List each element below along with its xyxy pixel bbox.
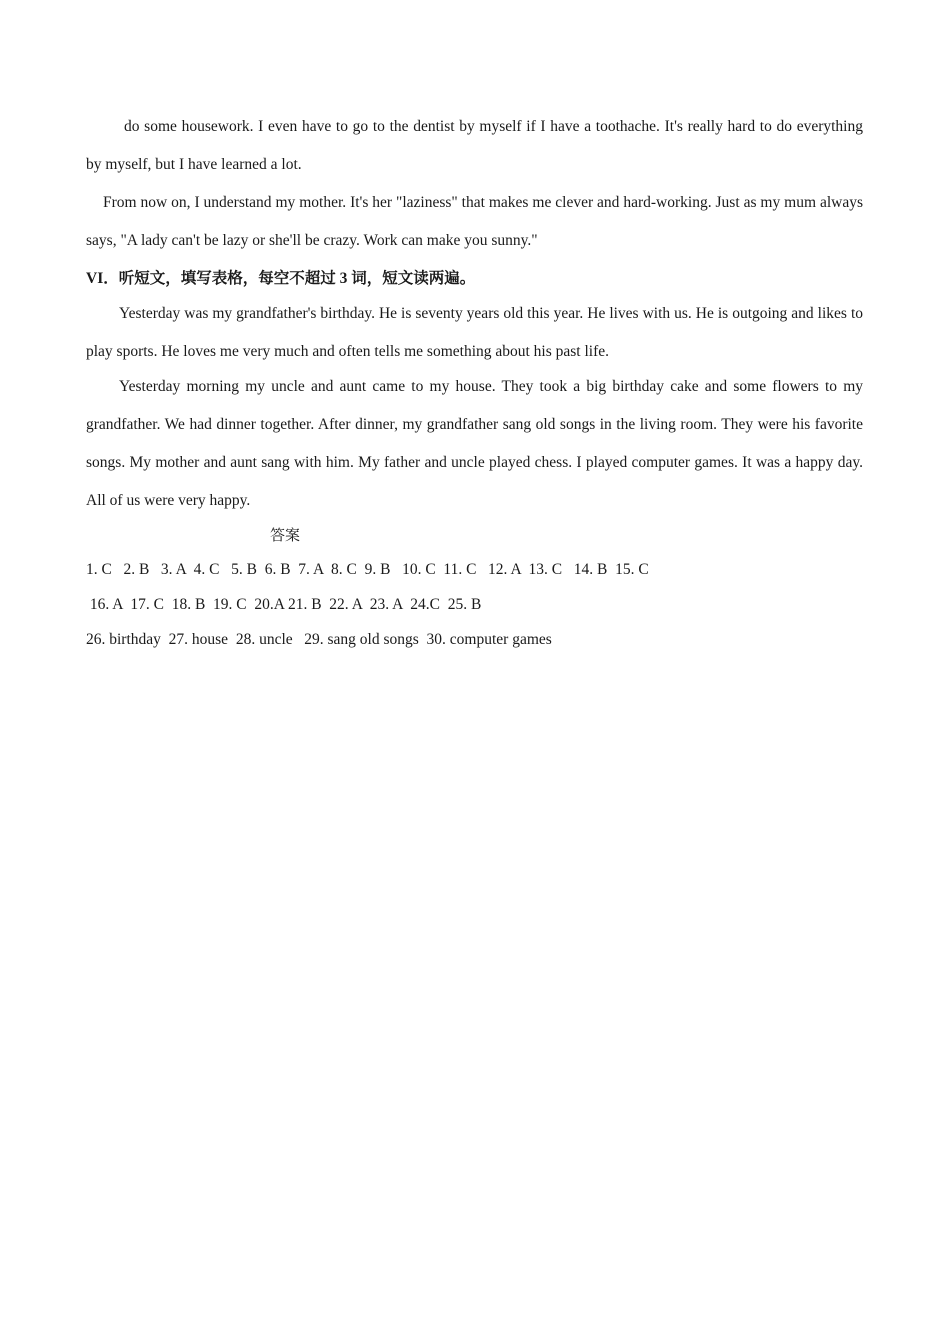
paragraph-grandfather-birthday: Yesterday was my grandfather's birthday. He is seventy years old this year. He lives with us. He is outgoing and likes to play sports. He loves me very much and often tells me something about his past life. — [86, 305, 863, 360]
answers-line-2: 16. A 17. C 18. B 19. C 20.A 21. B 22. A 23. A 24.C 25. B — [86, 596, 482, 613]
section-heading-vi: VI．听短文，填写表格，每空不超过 3 词，短文读两遍。 — [86, 270, 476, 287]
paragraph-birthday-morning: Yesterday morning my uncle and aunt came to my house. They took a big birthday cake and some flowers to my grandfather. We had dinner together. After dinner, my grandfather sang old songs in the living room. They were his favorite songs. My mother and aunt sang with him. My father and uncle played chess. I played computer games. It was a happy day. All of us were very happy. — [86, 378, 863, 509]
answers-line-1: 1. C 2. B 3. A 4. C 5. B 6. B 7. A 8. C 9. B 10. C 11. C 12. A 13. C 14. B 15. C — [86, 561, 649, 578]
paragraph-housework: do some housework. I even have to go to the dentist by myself if I have a toothache. It's really hard to do everything by myself, but I have learned a lot. — [86, 118, 863, 173]
answer-title: 答案 — [270, 526, 301, 544]
paragraph-understand-mother: From now on, I understand my mother. It's her "laziness" that makes me clever and hard-working. Just as my mum always says, "A lady can't be lazy or she'll be crazy. Work can make you sunny." — [86, 194, 863, 249]
answers-line-3: 26. birthday 27. house 28. uncle 29. sang old songs 30. computer games — [86, 631, 552, 648]
